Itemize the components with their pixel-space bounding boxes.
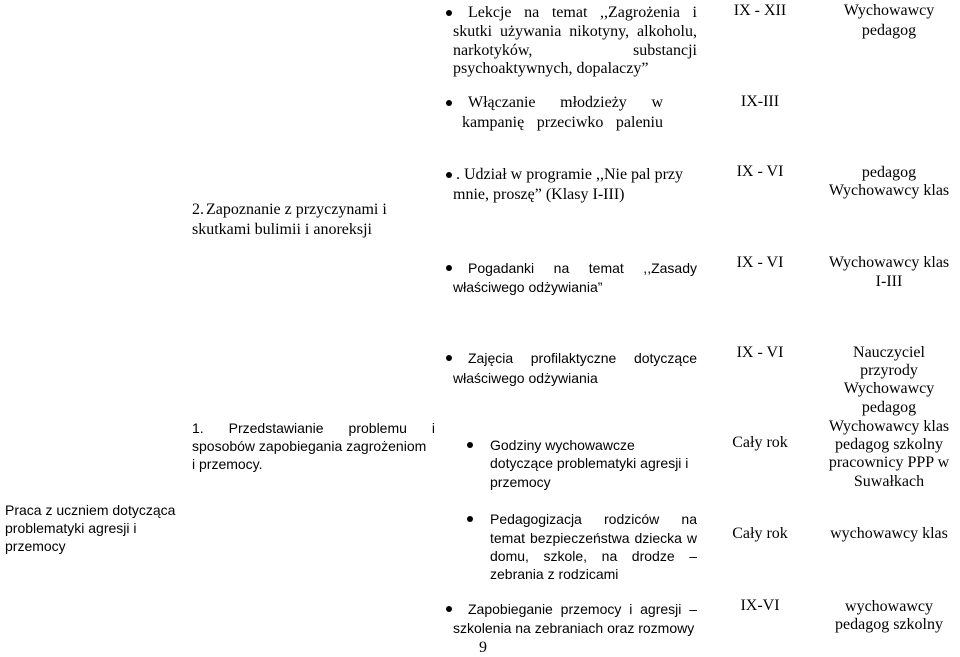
bullet-icon <box>467 516 473 522</box>
task-text-line: skutki używania nikotyny, alkoholu, <box>453 23 697 40</box>
task-text-line: Zajęcia profilaktyczne dotyczące <box>468 350 697 366</box>
task-text-line: mnie, proszę” (Klasy I-III) <box>453 186 625 203</box>
task-text-line: przemocy <box>490 474 551 490</box>
responsible-line: pedagog szkolny <box>835 616 943 633</box>
responsible-line: przyrody <box>860 362 918 379</box>
goal-number: 2. <box>192 201 204 218</box>
responsible-line: Wychowawcy klas <box>828 254 950 271</box>
term-cell: IX - VI <box>736 344 784 361</box>
bullet-icon <box>446 265 452 271</box>
task-text-line: Pedagogizacja rodziców na <box>490 511 697 527</box>
task-text-line: narkotyków, substancji <box>453 42 697 59</box>
term-cell: Cały rok <box>732 525 788 542</box>
task-text-line: właściwego odżywiania <box>453 370 598 386</box>
task-text-line: domu, szkole, na drodze – <box>490 548 697 564</box>
goal-line: i przemocy. <box>192 456 263 472</box>
task-text-line: kampanię przeciwko paleniu <box>462 114 663 131</box>
goal-line: 1. Przedstawianie problemu i <box>192 420 435 436</box>
term-cell: IX - VI <box>736 163 784 180</box>
responsible-line: pedagog <box>861 22 917 39</box>
responsible-line: pedagog <box>861 164 917 181</box>
task-text-line: Włączanie młodzieży w <box>468 94 663 111</box>
term-cell: IX-VI <box>740 597 780 614</box>
responsible-line: Suwałkach <box>853 473 925 490</box>
bullet-icon <box>446 606 452 612</box>
task-text-line: Godziny wychowawcze <box>490 437 635 453</box>
responsible-line: Wychowawcy klas <box>828 418 950 435</box>
term-cell: IX - VI <box>736 254 784 271</box>
term-cell: Cały rok <box>732 434 788 451</box>
task-text-line: Lekcje na temat ,,Zagrożenia i <box>468 4 697 21</box>
responsible-line: pracownicy PPP w <box>828 454 950 471</box>
responsible-line: pedagog szkolny <box>835 436 943 453</box>
task-text-line: psychoaktywnych, dopalaczy” <box>453 60 649 77</box>
page-number: 9 <box>479 639 487 656</box>
task-text-line: Pogadanki na temat ,,Zasady <box>468 260 697 276</box>
task-text-line: zebrania z rodzicami <box>490 566 619 582</box>
bullet-icon <box>446 100 452 106</box>
task-text-line: właściwego odżywiania” <box>453 279 603 295</box>
task-text-line: dotyczące problematyki agresji i <box>490 455 689 471</box>
term-cell: IX-III <box>740 93 780 110</box>
responsible-line: wychowawcy <box>845 598 933 615</box>
section-label-line: Praca z uczniem dotycząca <box>5 502 176 518</box>
bullet-icon <box>467 442 473 448</box>
section-label-line: przemocy <box>5 538 66 554</box>
goal-line: skutkami bulimii i anoreksji <box>192 221 372 238</box>
bullet-icon <box>446 355 452 361</box>
responsible-line: Nauczyciel <box>853 344 925 361</box>
task-text-line: Zapobieganie przemocy i agresji – <box>468 601 697 617</box>
goal-line: sposobów zapobiegania zagrożeniom <box>192 438 427 454</box>
task-text-line: . Udział w programie ,,Nie pal przy <box>456 166 684 183</box>
responsible-line: Wychowawcy klas <box>828 182 950 199</box>
bullet-icon <box>446 10 452 16</box>
responsible-line: Wychowawcy <box>843 380 935 397</box>
section-label-line: problematyki agresji i <box>5 520 137 536</box>
term-cell: IX - XII <box>733 2 787 19</box>
responsible-line: wychowawcy klas <box>830 525 948 542</box>
bullet-icon <box>446 172 452 178</box>
responsible-line: Wychowawcy <box>843 2 935 19</box>
responsible-line: pedagog <box>861 399 917 416</box>
goal-line: Zapoznanie z przyczynami i <box>206 201 387 218</box>
task-text-line: szkolenia na zebraniach oraz rozmowy <box>453 620 695 636</box>
responsible-line: I-III <box>875 273 903 290</box>
task-text-line: temat bezpieczeństwa dziecka w <box>490 530 697 546</box>
